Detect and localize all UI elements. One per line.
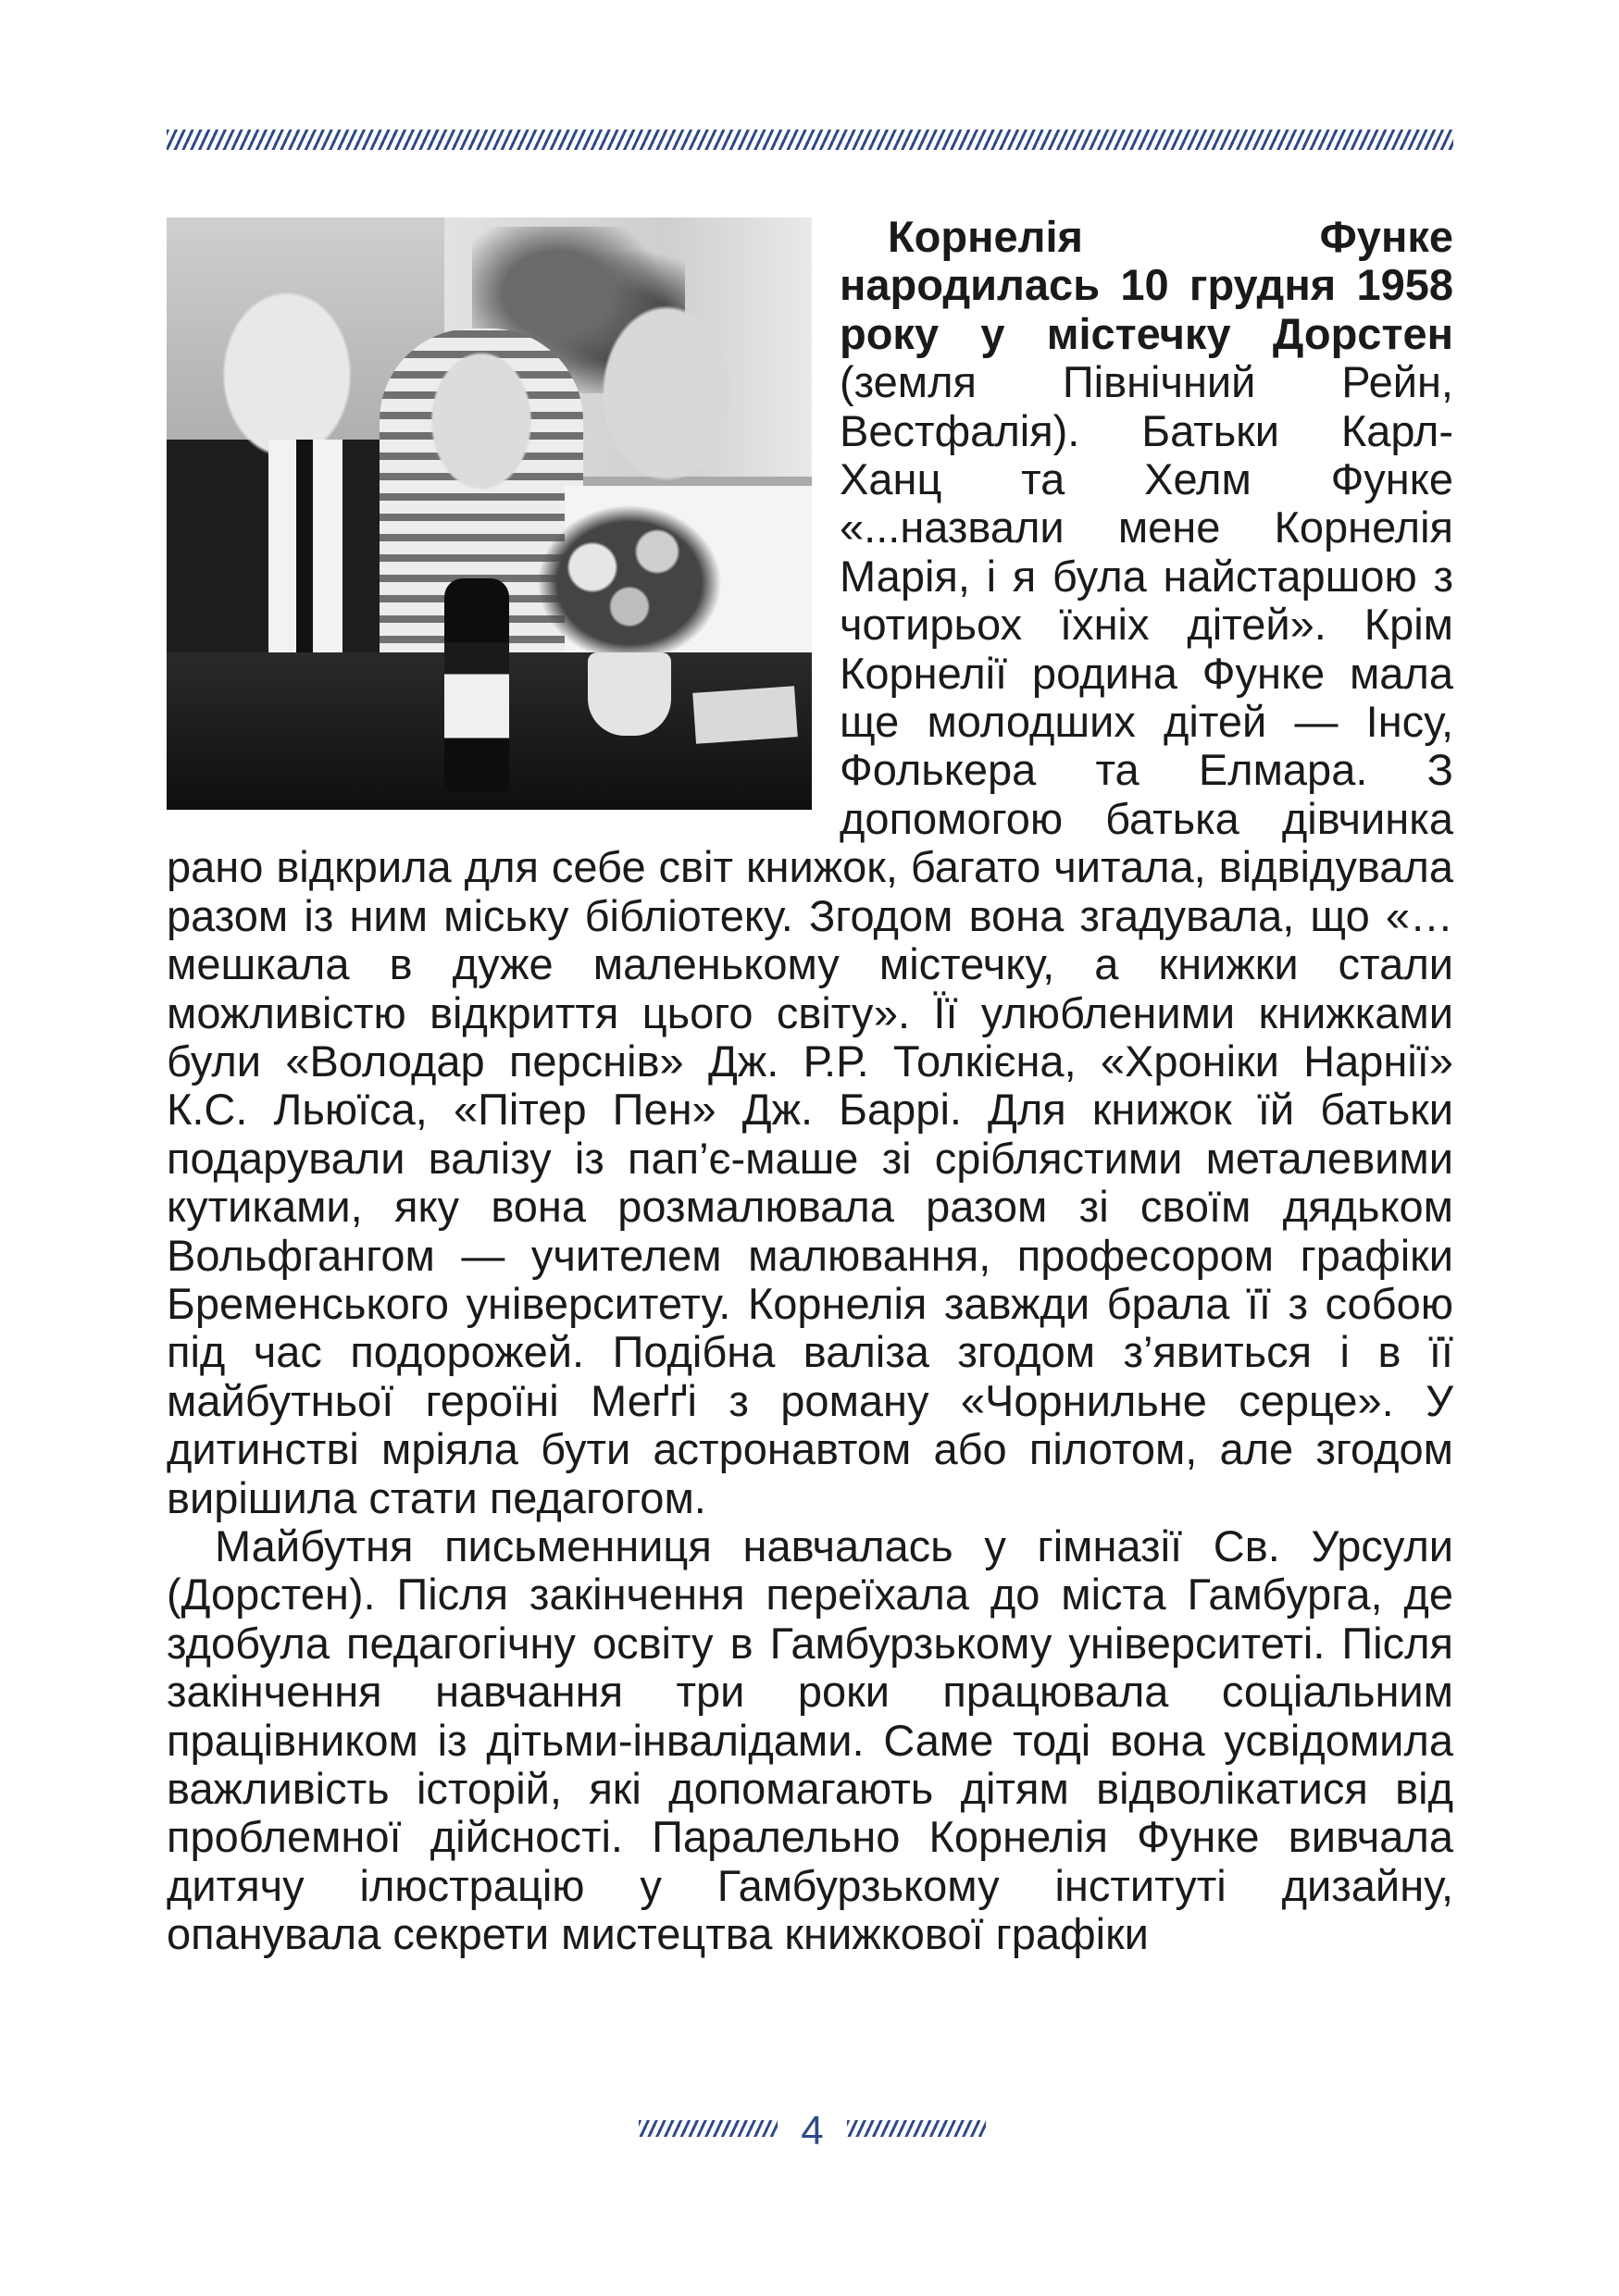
paragraph-lead: Корнелія Функе народилась 10 грудня 1958 року у містечку Дорстен [840, 212, 1453, 358]
paragraph-body: (земля Північний Рейн, Вестфалія). Батьки Карл-Ханц та Хелм Функе «...назвали мене Корнелія Марія, і я була найстаршою з чотирьох їхніх дітей». Крім Корнелії родина Функе мала ще молодших дітей — Інсу, Фолькера та Елмара. З допомогою батька дівчинка рано відкрила для себе світ книжок, багато читала, відвідувала разом із ним міську бібліотеку. Згодом вона згадувала, що «…мешкала в дуже маленькому містечку, а книжки стали можливістю відкриття цього світу». Її улюбленими книжками були «Володар перснів» Дж. Р.Р. Толкієна, «Хроніки Нарнії» К.С. Льюїса, «Пітер Пен» Дж. Баррі. Для книжок їй батьки подарували валізу із пап’є-маше зі сріблястими металевими кутиками, яку вона розмалювала разом зі своїм дядьком Вольфгангом — учителем малювання, професором графіки Бременського університету. Корнелія завжди брала її з собою під час подорожей. Подібна валіза згодом з’явиться і в її майбутньої героїні Меґґі з роману «Чорнильне серце». У дитинстві мріяла бути астронавтом або пілотом, але згодом вирішила стати педагогом. [167, 357, 1453, 1522]
paragraph-education: Майбутня письменниця навчалась у гімназії Св. Урсули (Дорстен). Після закінчення переїхала до міста Гамбурга, де здобула педагогічну освіту в Гамбурзькому університеті. Після закінчення навчання три роки працювала соціальним працівником із дітьми-інвалідами. Саме тоді вона усвідомила важливість історій, які допомагають дітям відволікатися від проблемної дійсності. Паралельно Корнелія Функе вивчала дитячу ілюстрацію у Гамбурзькому інституті дизайну, опанувала секрети мистецтва книжкової графіки [167, 1520, 1453, 1959]
family-photo [167, 217, 812, 810]
photo-vase [588, 652, 671, 736]
photo-flowers [537, 504, 722, 662]
footer-rule-left [639, 2120, 778, 2137]
photo-tie [296, 440, 313, 662]
top-decorative-rule [167, 130, 1453, 150]
page-body [167, 213, 1453, 1959]
photo-card [692, 686, 798, 744]
page-number: 4 [801, 2108, 824, 2153]
footer-rule-right [847, 2120, 986, 2137]
photo-bottle [444, 578, 509, 791]
